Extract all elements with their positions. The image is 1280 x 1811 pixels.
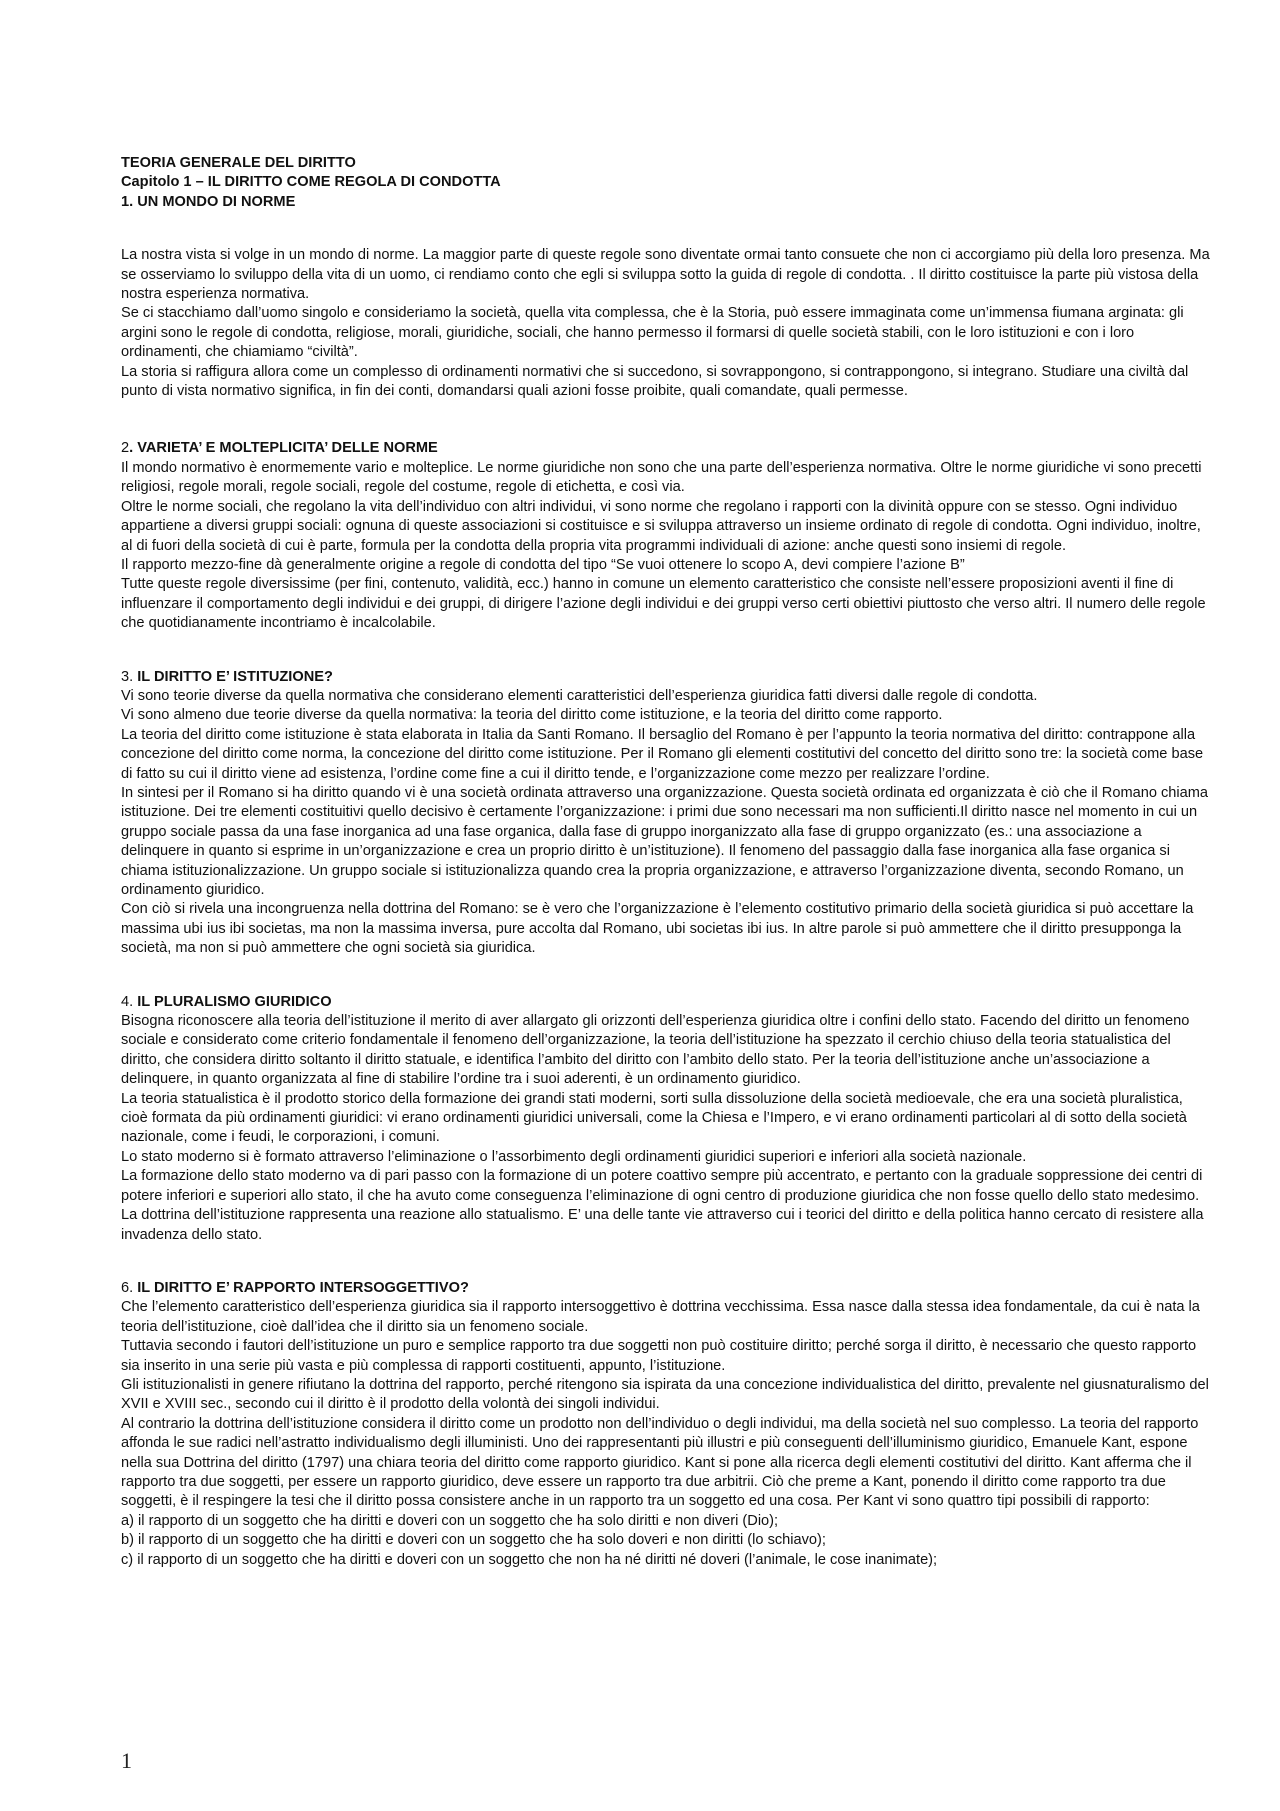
- section-title: IL DIRITTO E’ ISTITUZIONE?: [133, 668, 333, 685]
- paragraph: La nostra vista si volge in un mondo di norme. La maggior parte di queste regole sono diventate ormai tanto consuete che non ci accorgiamo più della loro presenza. Ma se osserviamo lo sviluppo della vita di un uomo, ci rendiamo conto che egli si sviluppa sotto la guida di regole di condotta. . Il diritto costituisce la parte più vistosa della nostra esperienza normativa.: [121, 247, 1210, 303]
- document-title: TEORIA GENERALE DEL DIRITTO: [121, 155, 356, 171]
- list-item: b) il rapporto di un soggetto che ha diritti e doveri con un soggetto che ha solo doveri e non diritti (lo schiavo);: [121, 1532, 826, 1549]
- spacer: [121, 401, 1211, 439]
- paragraph: Il rapporto mezzo-fine dà generalmente origine a regole di condotta del tipo “Se vuoi ottenere lo scopo A, devi compiere l’azione B”: [121, 556, 965, 573]
- paragraph: Vi sono teorie diverse da quella normativa che considerano elementi caratteristici dell’esperienza giuridica fatti diversi dalle regole di condotta.: [121, 687, 1038, 704]
- paragraph: Lo stato moderno si è formato attraverso l’eliminazione o l’assorbimento degli ordinamenti giuridici superiori e inferiori alla società nazionale.: [121, 1148, 1027, 1165]
- section-heading-1: 1. UN MONDO DI NORME: [121, 193, 296, 210]
- section-number: 3.: [121, 668, 134, 685]
- list-item: a) il rapporto di un soggetto che ha diritti e doveri con un soggetto che ha solo diritti e non diveri (Dio);: [121, 1512, 779, 1529]
- section-4: [121, 993, 1211, 1245]
- paragraph: La formazione dello stato moderno va di pari passo con la formazione di un potere coattivo sempre più accentrato, e pertanto con la graduale soppressione dei centri di potere inferiori e superiori allo stato, il che ha avuto come conseguenza l’eliminazione di ogni centro di produzione giuridica che non fosse quello dello stato medesimo.: [121, 1168, 1203, 1204]
- section-heading-6: [121, 1279, 1211, 1298]
- paragraph: Che l’elemento caratteristico dell’esperienza giuridica sia il rapporto intersoggettivo è dottrina vecchissima. Essa nasce dalla stessa idea fondamentale, da cui è nata la teoria dell’istituzione, cioè dall’idea che il diritto sia un fenomeno sociale.: [121, 1299, 1200, 1335]
- section-2: [121, 439, 1211, 633]
- paragraph: Tuttavia secondo i fautori dell’istituzione un puro e semplice rapporto tra due soggetti non può costituire diritto; perché sorga il diritto, è necessario che questo rapporto sia inserito in una serie più vasta e più complessa di rapporti costituenti, appunto, l’istituzione.: [121, 1338, 1197, 1374]
- paragraph: La teoria statualistica è il prodotto storico della formazione dei grandi stati moderni, sorti sulla dissoluzione della società medioevale, che era una società pluralistica, cioè formata da più ordinamenti giuridici: vi erano ordinamenti giuridici universali, come la Chiesa e l’Impero, e vi erano ordinamenti particolari al di sotto della società nazionale, come i feudi, le corporazioni, i comuni.: [121, 1090, 1187, 1146]
- section-number: 6.: [121, 1279, 134, 1296]
- paragraph: Vi sono almeno due teorie diverse da quella normativa: la teoria del diritto come istituzione, e la teoria del diritto come rapporto.: [121, 707, 943, 724]
- section-3: [121, 668, 1211, 959]
- paragraph: Il mondo normativo è enormemente vario e molteplice. Le norme giuridiche non sono che una parte dell’esperienza normativa. Oltre le norme giuridiche vi sono precetti religiosi, regole morali, regole sociali, regole del costume, regole di etichetta, e così via.: [121, 459, 1202, 496]
- spacer: [121, 1245, 1211, 1279]
- paragraph: In sintesi per il Romano si ha diritto quando vi è una società ordinata attraverso una organizzazione. Questa società ordinata ed organizzata è ciò che il Romano chiama istituzione. Dei tre elementi costituitivi quello decisivo è certamente l’organizzazione: i primi due sono necessari ma non sufficienti.Il diritto nasce nel momento in cui un gruppo sociale passa da una fase inorganica ad una fase organica, dalla fase di gruppo inorganizzato alla fase di gruppo organizzato (es.: una associazione a delinquere in quanto si esprime in un’organizzazione e crea un proprio diritto è un’istituzione). Il fenomeno del passaggio dalla fase inorganica alla fase organica si chiama istituzionalizzazione. Un gruppo sociale si istituzionalizza quando crea la propria organizzazione, e attraverso l’organizzazione diventa, secondo Romano, un ordinamento giuridico.: [121, 784, 1209, 898]
- page-number: 1: [121, 1748, 132, 1773]
- section-title: IL DIRITTO E’ RAPPORTO INTERSOGGETTIVO?: [133, 1279, 469, 1296]
- paragraph: Se ci stacchiamo dall’uomo singolo e consideriamo la società, quella vita complessa, che è la Storia, può essere immaginata come un’immensa fiumana arginata: gli argini sono le regole di condotta, religiose, morali, giuridiche, sociali, che hanno permesso il formarsi di quelle società stabili, con le loro istituzioni e con i loro ordinamenti, che chiamiamo “civiltà”.: [121, 305, 1184, 361]
- document-page: [121, 154, 1211, 1570]
- spacer: [121, 634, 1211, 668]
- section-1: [121, 246, 1211, 401]
- spacer: [121, 959, 1211, 993]
- spacer: [121, 212, 1211, 246]
- section-title: . VARIETA’ E MOLTEPLICITA’ DELLE NORME: [129, 440, 438, 457]
- paragraph: Tutte queste regole diversissime (per fini, contenuto, validità, ecc.) hanno in comune un elemento caratteristico che consiste nell’essere proposizioni aventi il fine di influenzare il comportamento degli individui e dei gruppi, di dirigere l’azione degli individui e dei gruppi verso certi obiettivi piuttosto che verso altri. Il numero delle regole che quotidianamente incontriamo è incalcolabile.: [121, 576, 1206, 632]
- paragraph: Al contrario la dottrina dell’istituzione considera il diritto come un prodotto non dell’individuo o degli individui, ma della società nel suo complesso. La teoria del rapporto affonda le sue radici nell’astratto individualismo degli illuministi. Uno dei rappresentanti più illustri e più conseguenti dell’illuminismo giuridico, Emanuele Kant, espone nella sua Dottrina del diritto (1797) una chiara teoria del diritto come rapporto giuridico. Kant si pone alla ricerca degli elementi costitutivi del diritto. Kant afferma che il rapporto tra due soggetti, per essere un rapporto giuridico, deve essere un rapporto tra due arbitrii. Ciò che preme a Kant, ponendo il diritto come rapporto tra due soggetti, è il respingere la tesi che il diritto possa consistere anche in un rapporto tra un soggetto ed una cosa. Per Kant vi sono quattro tipi possibili di rapporto:: [121, 1415, 1199, 1510]
- paragraph: Gli istituzionalisti in genere rifiutano la dottrina del rapporto, perché ritengono sia ispirata da una concezione individualistica del diritto, prevalente nel giusnaturalismo del XVII e XVIII sec., secondo cui il diritto è il prodotto della volontà dei singoli individui.: [121, 1376, 1209, 1413]
- paragraph: La dottrina dell’istituzione rappresenta una reazione allo statualismo. E’ una delle tante vie attraverso cui i teorici del diritto e della politica hanno cercato di resistere alla invadenza dello stato.: [121, 1207, 1204, 1243]
- section-heading-3: [121, 668, 1211, 687]
- section-heading-4: [121, 993, 1211, 1012]
- paragraph: La storia si raffigura allora come un complesso di ordinamenti normativi che si succedono, si sovrappongono, si contrappongono, si integrano. Studiare una civiltà dal punto di vista normativo significa, in fin dei conti, domandarsi quali azioni fosse proibite, quali comandate, quali permesse.: [121, 363, 1189, 400]
- paragraph: Bisogna riconoscere alla teoria dell’istituzione il merito di aver allargato gli orizzonti dell’esperienza giuridica oltre i confini dello stato. Facendo del diritto un fenomeno sociale e considerato come criterio fondamentale il fenomeno dell’organizzazione, la teoria dell’istituzione ha spezzato il cerchio chiuso della teoria statualistica del diritto, che considera diritto soltanto il diritto statuale, e identifica l’ambito del diritto con l’ambito dello stato. Per la teoria dell’istituzione anche un’associazione a delinquere, in quanto organizzata al fine di stabilire l’ordine tra i suoi aderenti, è un ordinamento giuridico.: [121, 1013, 1190, 1088]
- chapter-title: Capitolo 1 – IL DIRITTO COME REGOLA DI CONDOTTA: [121, 174, 501, 191]
- section-title: IL PLURALISMO GIURIDICO: [133, 993, 332, 1010]
- list-item: c) il rapporto di un soggetto che ha diritti e doveri con un soggetto che non ha né diritti né doveri (l’animale, le cose inanimate);: [121, 1551, 938, 1568]
- paragraph: La teoria del diritto come istituzione è stata elaborata in Italia da Santi Romano. Il bersaglio del Romano è per l’appunto la teoria normativa del diritto: contrappone alla concezione del diritto come norma, la concezione del diritto come istituzione. Per il Romano gli elementi costitutivi del concetto del diritto sono tre: la società come base di fatto su cui il diritto viene ad esistenza, l’ordine come fine a cui il diritto tende, e l’organizzazione come mezzo per realizzare l’ordine.: [121, 726, 1204, 782]
- paragraph: Con ciò si rivela una incongruenza nella dottrina del Romano: se è vero che l’organizzazione è l’elemento costitutivo primario della società giuridica si può accettare la massima ubi ius ibi societas, ma non la massima inversa, pure accolta dal Romano, ubi societas ibi ius. In altre parole si può ammettere che il diritto presupponga la società, ma non si può ammettere che ogni società sia giuridica.: [121, 901, 1194, 957]
- section-6: [121, 1279, 1211, 1570]
- section-number: 2: [121, 440, 130, 457]
- section-number: 4.: [121, 993, 134, 1010]
- paragraph: Oltre le norme sociali, che regolano la vita dell’individuo con altri individui, vi sono norme che regolano i rapporti con la divinità oppure con se stesso. Ogni individuo appartiene a diversi gruppi sociali: ognuna di queste associazioni si costituisce e si sviluppa attraverso un insieme ordinato di regole di condotta. Ogni individuo, inoltre, al di fuori della società di cui è parte, formula per la condotta della propria vita programmi individuali di azione: anche questi sono insiemi di regole.: [121, 498, 1201, 554]
- section-heading-2: [121, 439, 1211, 458]
